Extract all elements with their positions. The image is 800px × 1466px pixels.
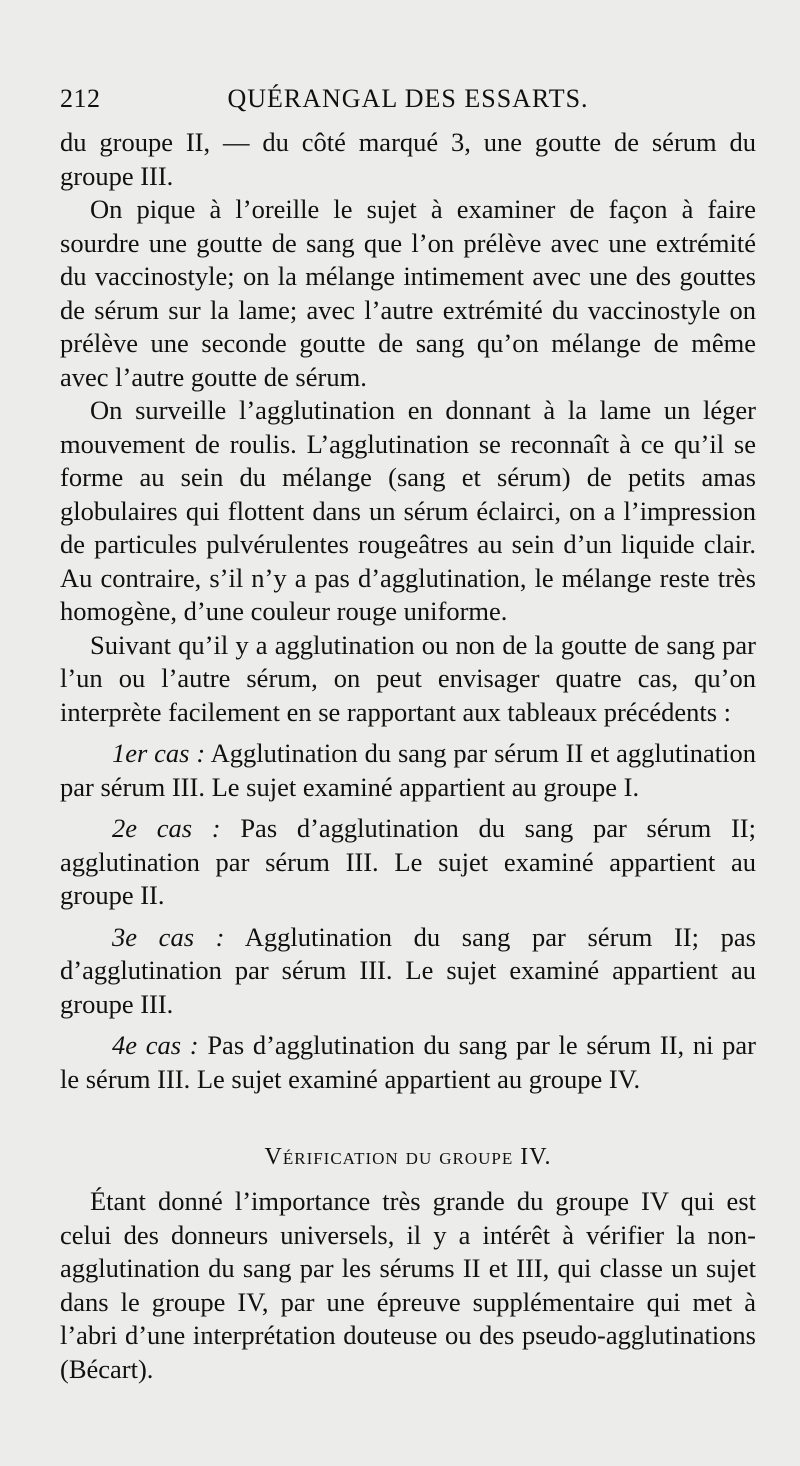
case-text: Agglutination du sang par sérum II et agglutination par sérum III. Le sujet examiné appartient au groupe I. [60,738,756,802]
paragraph-cases-intro: Suivant qu’il y a agglutination ou non de la goutte de sang par l’un ou l’autre sérum, on peut envisager quatre cas, qu’on interprète facilement en se rapportant aux tableaux précédents : [60,629,756,727]
case-2 [60,812,756,913]
case-text: Agglutination du sang par sérum II; pas d’agglutination par sérum III. Le sujet examiné appartient au groupe III. [60,921,756,1019]
case-text: Pas d’agglutination du sang par sérum II; agglutination par sérum III. Le sujet examiné appartient au groupe II. [60,813,756,910]
case-4 [60,1029,756,1096]
case-text: Pas d’agglutination du sang par le sérum II, ni par le sérum III. Le sujet examiné appartient au groupe IV. [60,1030,756,1094]
paragraph-procedure: On pique à l’oreille le sujet à examiner de façon à faire sourdre une goutte de sang que l’on prélève avec une extrémité du vaccinostyle; on la mélange intimement avec une des gouttes de sérum sur la lame; avec l’autre extrémité du vaccinostyle on prélève une seconde goutte de sang qu’on mélange de même avec l’autre goutte de sérum. [60,194,756,392]
case-3 [60,921,756,1022]
paragraph-verification: Étant donné l’importance très grande du groupe IV qui est celui des donneurs universels, il y a intérêt à vérifier la non-agglutination du sang par les sérums II et III, qui classe un sujet dans le groupe IV, par une épreuve supplémentaire qui met à l’abri d’une interprétation douteuse ou des pseudo-agglutinations (Bécart). [60,1186,756,1384]
case-1 [60,737,756,804]
case-label: 4e cas : [112,1030,199,1060]
paragraph-observation: On surveille l’agglutination en donnant à la lame un léger mouvement de roulis. L’agglutination se reconnaît à ce qu’il se forme au sein du mélange (sang et sérum) de petits amas globulaires qui flottent dans un sérum éclairci, on a l’impression de particules pulvérulentes rougeâtres au sein d’un liquide clair. Au contraire, s’il n’y a pas d’agglutination, le mélange reste très homogène, d’une couleur rouge uniforme. [60,395,756,626]
section-title: Vérification du groupe IV. [264,1144,552,1170]
page-number: 212 [60,84,101,113]
page-header [60,84,756,118]
case-label: 3e cas : [112,921,225,952]
case-label: 1er cas : [112,738,206,768]
case-label: 2e cas : [112,813,221,843]
paragraph-continuation: du groupe II, — du côté marqué 3, une goutte de sérum du groupe III. [60,127,756,191]
running-head: QUÉRANGAL DES ESSARTS. [227,84,589,113]
